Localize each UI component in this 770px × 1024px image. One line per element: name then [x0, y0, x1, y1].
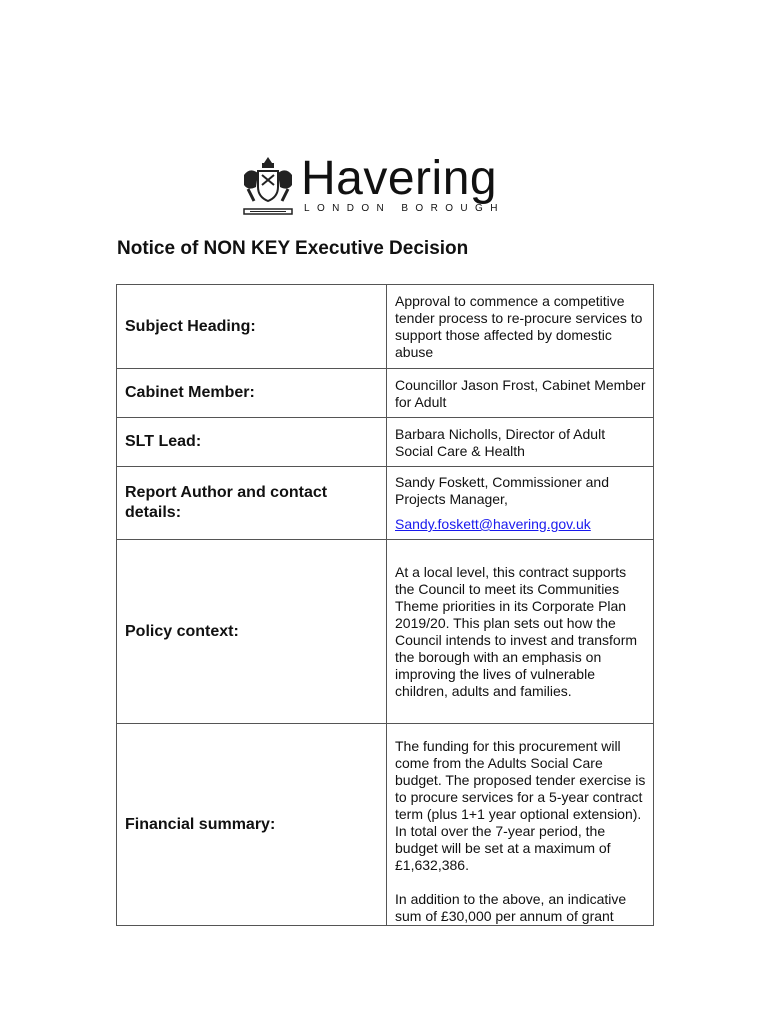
table-row	[117, 540, 654, 724]
report-author-label: Report Author and contact details:	[117, 467, 387, 540]
cabinet-member-text: Councillor Jason Frost, Cabinet Member for Adult	[395, 376, 646, 410]
slt-lead-label: SLT Lead:	[117, 418, 387, 467]
financial-summary-text: The funding for this procurement will come from the Adults Social Care budget. The proposed tender exercise is to procure services for a 5-year contract term (plus 1+1 year optional extension). In total over the 7-year period, the budget will be set at a maximum of £1,632,386.	[395, 738, 646, 873]
financial-summary-text-2: In addition to the above, an indicative sum of £30,000 per annum of grant	[395, 891, 627, 924]
table-row	[117, 369, 654, 418]
report-author-value	[387, 467, 654, 540]
financial-summary-value	[387, 724, 654, 926]
table-row	[117, 724, 654, 926]
logo-subtitle: LONDON BOROUGH	[304, 203, 505, 214]
cabinet-member-label: Cabinet Member:	[117, 369, 387, 418]
author-email-link[interactable]: Sandy.foskett@havering.gov.uk	[395, 516, 591, 532]
page-title: Notice of NON KEY Executive Decision	[117, 238, 469, 259]
havering-logo	[240, 153, 530, 221]
subject-heading-text: Approval to commence a competitive tender process to re-procure services to support those affected by domestic abuse	[395, 293, 643, 360]
subject-heading-label: Subject Heading:	[117, 285, 387, 369]
policy-context-value	[387, 540, 654, 724]
table-row	[117, 285, 654, 369]
subject-heading-value	[387, 285, 654, 369]
report-author-text: Sandy Foskett, Commissioner and Projects Manager,	[395, 474, 609, 507]
policy-context-label: Policy context:	[117, 540, 387, 724]
policy-context-text: At a local level, this contract supports the Council to meet its Communities Theme priorities in its Corporate Plan 2019/20. This plan sets out how the Council intends to invest and transform the borough with an emphasis on improving the lives of vulnerable children, adults and families.	[395, 564, 638, 699]
slt-lead-text: Barbara Nicholls, Director of Adult Social Care & Health	[395, 425, 606, 459]
borough-crest-icon	[240, 153, 296, 219]
table-row	[117, 467, 654, 540]
slt-lead-value	[387, 418, 654, 467]
decision-table	[116, 284, 654, 926]
cabinet-member-value	[387, 369, 654, 418]
table-row	[117, 418, 654, 467]
financial-summary-label: Financial summary:	[117, 724, 387, 926]
logo-wordmark: Havering	[301, 152, 498, 205]
